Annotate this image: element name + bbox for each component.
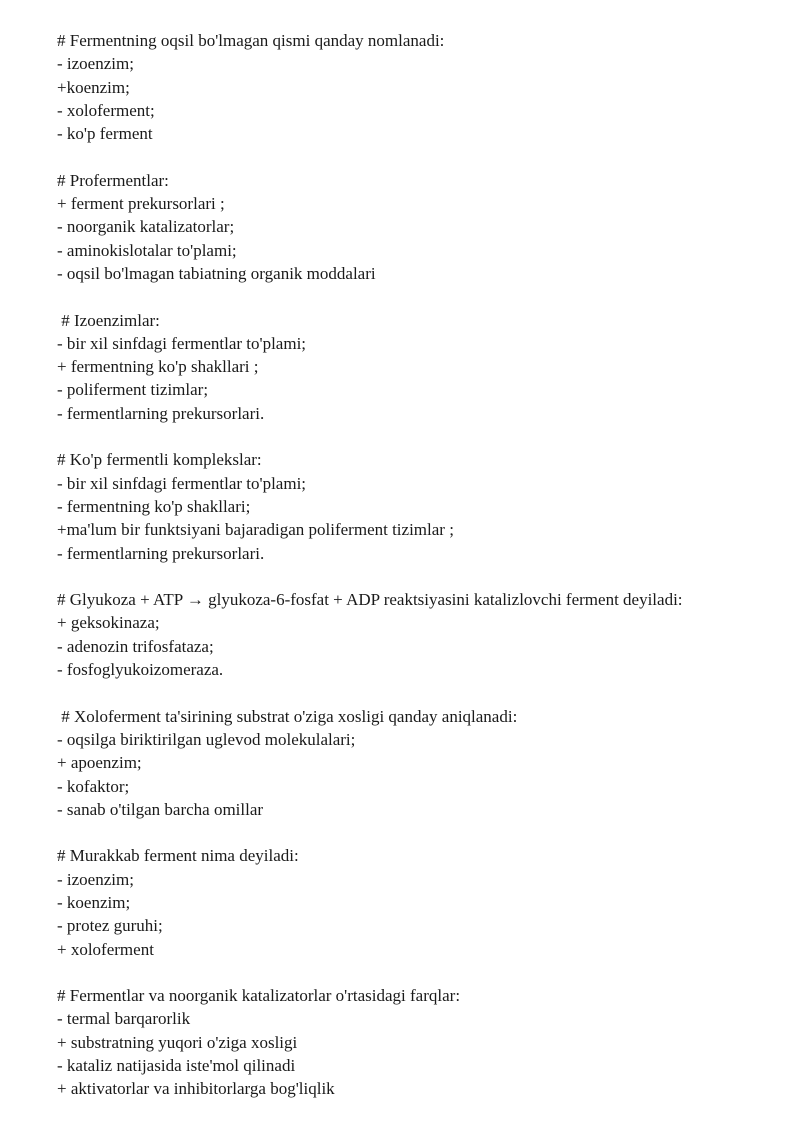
answer-option: - kofaktor; (57, 776, 130, 796)
answer-option: - fermentlarning prekursorlari. (57, 543, 265, 563)
answer-option: - kataliz natijasida iste'mol qilinadi (57, 1056, 296, 1076)
answer-option: +koenzim; (57, 77, 130, 97)
answer-option: - oqsil bo'lmagan tabiatning organik moddalari (57, 263, 376, 283)
answer-option: - bir xil sinfdagi fermentlar to'plami; (57, 333, 307, 353)
answer-option: - fermentning ko'p shakllari; (57, 496, 251, 516)
answer-option: - xoloferment; (57, 100, 155, 120)
answer-option: - izoenzim; (57, 869, 134, 889)
answer-option: - termal barqarorlik (57, 1009, 191, 1029)
document-page (57, 29, 777, 1124)
answer-option: - aminokislotalar to'plami; (57, 240, 237, 260)
answer-option: - oqsilga biriktirilgan uglevod molekulalari; (57, 729, 356, 749)
question-block (57, 984, 777, 1100)
answer-option: - fosfoglyukoizomeraza. (57, 660, 224, 680)
answer-option: + xoloferment (57, 939, 154, 959)
answer-option: - fermentlarning prekursorlari. (57, 403, 265, 423)
answer-option: + substratning yuqori o'ziga xosligi (57, 1032, 298, 1052)
answer-option: + geksokinaza; (57, 613, 160, 633)
question-title: # Glyukoza + ATP → glyukoza-6-fosfat + ADP reaktsiyasini katalizlovchi ferment deyiladi: (57, 590, 683, 610)
answer-option: + ferment prekursorlari ; (57, 194, 225, 214)
answer-option: - adenozin trifosfataza; (57, 636, 214, 656)
question-title: # Fermentning oqsil bo'lmagan qismi qanday nomlanadi: (57, 31, 445, 50)
answer-option: + fermentning ko'p shakllari ; (57, 357, 259, 377)
question-title: # Izoenzimlar: (57, 310, 160, 330)
question-block (57, 588, 777, 681)
answer-option: +ma'lum bir funktsiyani bajaradigan poliferment tizimlar ; (57, 520, 454, 540)
question-block (57, 29, 777, 145)
answer-option: + apoenzim; (57, 753, 142, 773)
question-title: # Xoloferment ta'sirining substrat o'ziga xosligi qanday aniqlanadi: (57, 706, 518, 726)
question-title: # Fermentlar va noorganik katalizatorlar o'rtasidagi farqlar: (57, 986, 461, 1006)
answer-option: - izoenzim; (57, 54, 134, 74)
question-block (57, 169, 777, 285)
answer-option: - poliferment tizimlar; (57, 380, 209, 400)
question-block (57, 309, 777, 425)
answer-option: + aktivatorlar va inhibitorlarga bog'liqlik (57, 1079, 335, 1099)
answer-option: - sanab o'tilgan barcha omillar (57, 799, 264, 819)
answer-option: - noorganik katalizatorlar; (57, 217, 235, 237)
question-title: # Profermentlar: (57, 170, 169, 190)
answer-option: - bir xil sinfdagi fermentlar to'plami; (57, 473, 307, 493)
question-block (57, 705, 777, 821)
question-block (57, 448, 777, 564)
question-title: # Ko'p fermentli komplekslar: (57, 450, 262, 470)
question-block (57, 844, 777, 960)
answer-option: - koenzim; (57, 892, 131, 912)
answer-option: - protez guruhi; (57, 916, 163, 936)
question-title: # Murakkab ferment nima deyiladi: (57, 846, 299, 866)
answer-option: - ko'p ferment (57, 124, 153, 144)
